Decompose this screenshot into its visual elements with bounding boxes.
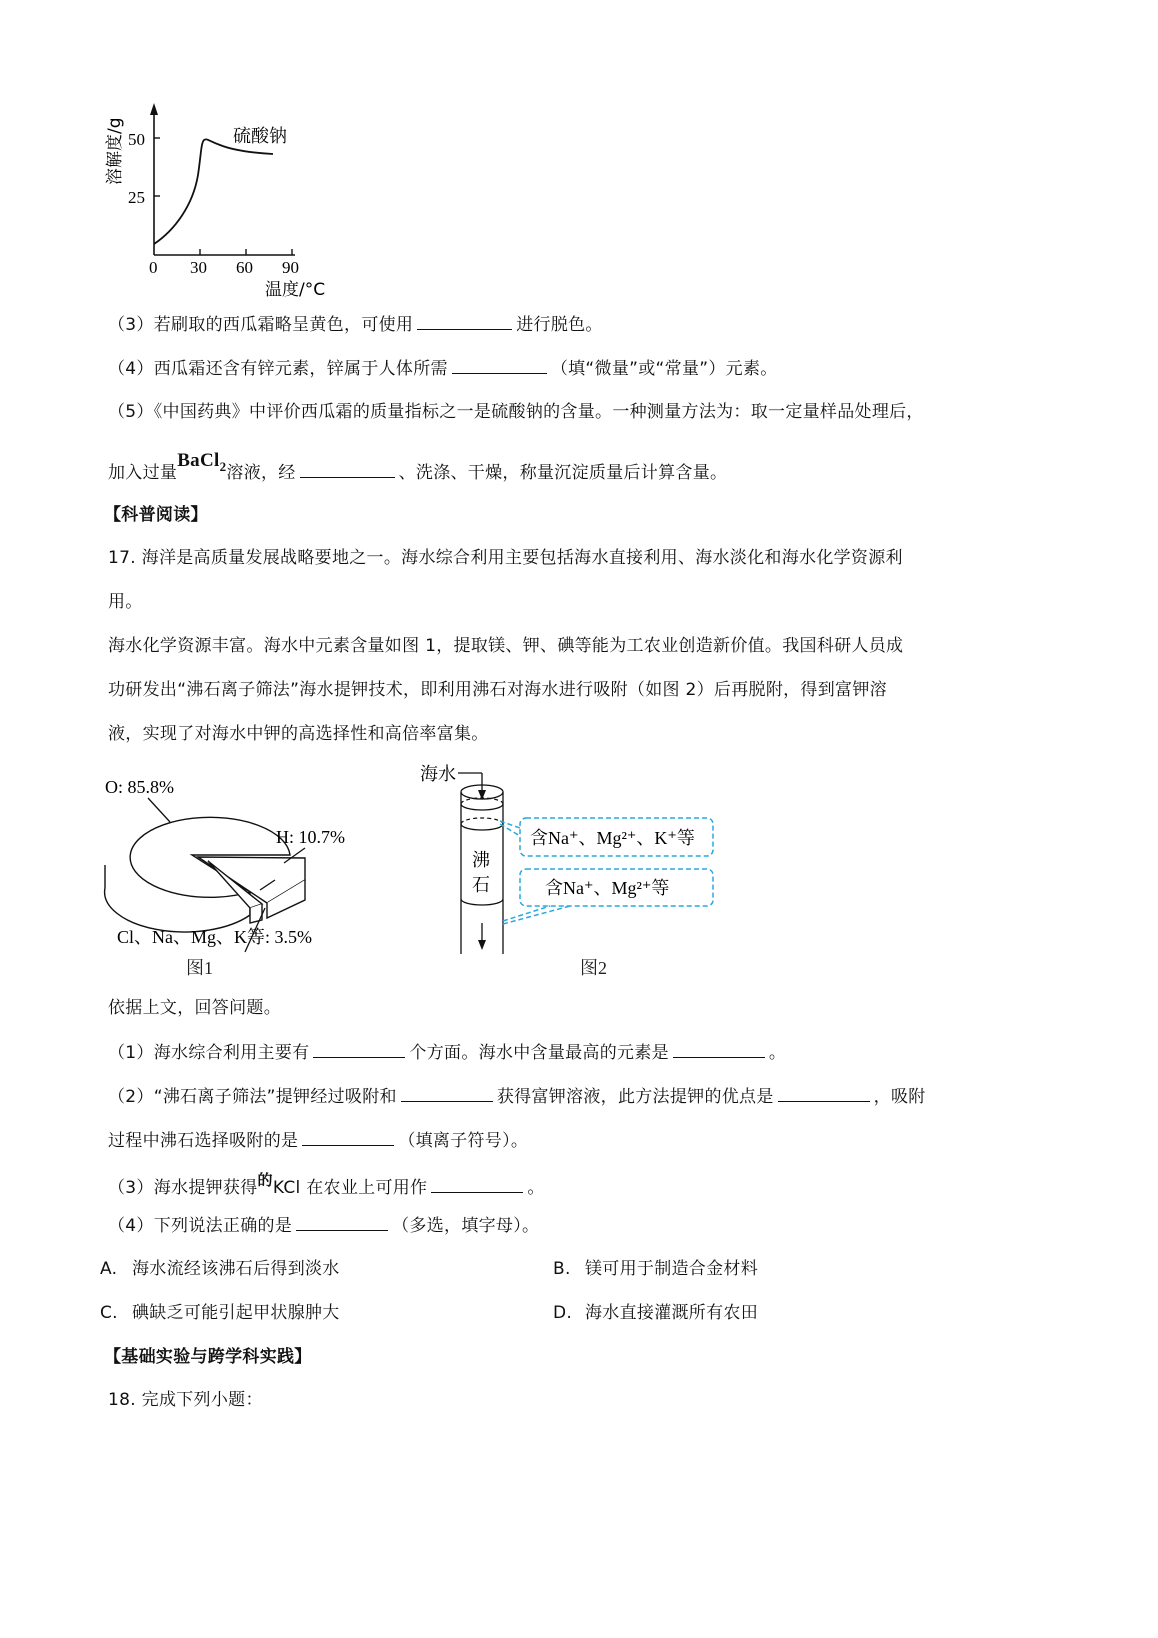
pie-label-o: O: 85.8% [105, 777, 174, 797]
seawater-inlet-label: 海水 [420, 764, 456, 785]
answer-blank-q17-1b[interactable] [673, 1040, 765, 1058]
figure-2-caption: 图2 [580, 958, 607, 978]
x-tick-30: 30 [190, 258, 207, 277]
q17-line3: 海水化学资源丰富。海水中元素含量如图 1，提取镁、钾、碘等能为工农业创造新价值。我国科研人员成 [108, 636, 904, 656]
q16-sub3: （3）若刷取的西瓜霜略呈黄色，可使用 进行脱色。 [108, 312, 603, 337]
q17-sub2-line2: 过程中沸石选择吸附的是 （填离子符号）。 [108, 1128, 528, 1153]
figure-2-zeolite-diagram [420, 756, 730, 956]
option-d[interactable]: D. 海水直接灌溉所有农田 [553, 1303, 758, 1323]
curve-label: 硫酸钠 [233, 126, 287, 147]
y-tick-50: 50 [128, 130, 145, 149]
q16-sub5-line2: 加入过量BaCl$_2$溶液，经 、洗涤、干燥，称量沉淀质量后计算含量。 [108, 450, 728, 483]
section-heading-reading: 【科普阅读】 [104, 505, 208, 525]
answer-blank-q16-4[interactable] [452, 356, 547, 374]
q17-intro: 依据上文，回答问题。 [108, 998, 281, 1018]
answer-blank-q17-2c[interactable] [302, 1128, 394, 1146]
section-heading-experiment: 【基础实验与跨学科实践】 [104, 1347, 312, 1367]
q17-sub1: （1）海水综合利用主要有 个方面。海水中含量最高的元素是 。 [108, 1040, 786, 1065]
callout-box-1: 含Na⁺、Mg²⁺、K⁺等 [530, 828, 695, 848]
figure-1-pie-chart [100, 770, 370, 980]
sodium-sulfate-curve [154, 139, 273, 244]
q17-line4: 功研发出“沸石离子筛法”海水提钾技术，即利用沸石对海水进行吸附（如图 2）后再脱附，得到富钾溶 [108, 680, 887, 700]
q17-sub4: （4）下列说法正确的是 （多选，填字母）。 [108, 1213, 539, 1238]
pie-label-other: Cl、Na、Mg、K等: 3.5% [117, 927, 312, 947]
option-c[interactable]: C. 碘缺乏可能引起甲状腺肿大 [100, 1303, 340, 1323]
zeolite-label-2: 石 [472, 875, 490, 896]
q17-sub2: （2）“沸石离子筛法”提钾经过吸附和 获得富钾溶液，此方法提钾的优点是 ，吸附 [108, 1084, 926, 1109]
x-tick-0: 0 [149, 258, 158, 277]
q17-sub3: （3）海水提钾获得的KCl 在农业上可用作 。 [108, 1171, 545, 1198]
option-b[interactable]: B. 镁可用于制造合金材料 [553, 1259, 758, 1279]
q17-line5: 液，实现了对海水中钾的高选择性和高倍率富集。 [108, 724, 489, 744]
figure-1-caption: 图1 [186, 958, 213, 978]
y-axis-label: 溶解度/g [105, 117, 125, 185]
x-axis-label: 温度/°C [265, 280, 325, 300]
option-a[interactable]: A. 海水流经该沸石后得到淡水 [100, 1259, 340, 1279]
answer-blank-q16-3[interactable] [417, 312, 512, 330]
x-tick-90: 90 [282, 258, 299, 277]
answer-blank-q17-2b[interactable] [778, 1084, 870, 1102]
bacl2-formula: BaCl$_2$ [177, 450, 227, 474]
y-tick-25: 25 [128, 188, 145, 207]
solubility-chart [95, 95, 325, 305]
x-tick-60: 60 [236, 258, 253, 277]
pie-label-h: H: 10.7% [276, 827, 345, 847]
q16-sub5-line1: （5）《中国药典》中评价西瓜霜的质量指标之一是硫酸钠的含量。一种测量方法为：取一定量样品处理后， [108, 402, 924, 422]
answer-blank-q17-4[interactable] [296, 1213, 388, 1231]
answer-blank-q17-3[interactable] [431, 1175, 523, 1193]
q17-line2: 用。 [108, 592, 143, 612]
callout-box-2: 含Na⁺、Mg²⁺等 [545, 878, 670, 898]
answer-blank-q17-2a[interactable] [401, 1084, 493, 1102]
q18-line1: 18. 完成下列小题： [108, 1390, 263, 1410]
zeolite-label-1: 沸 [472, 850, 490, 871]
q17-line1: 17. 海洋是高质量发展战略要地之一。海水综合利用主要包括海水直接利用、海水淡化和海水化学资源利 [108, 548, 903, 568]
answer-blank-q16-5[interactable] [300, 460, 395, 478]
q16-sub4: （4）西瓜霜还含有锌元素，锌属于人体所需 （填“微量”或“常量”）元素。 [108, 356, 778, 381]
answer-blank-q17-1a[interactable] [313, 1040, 405, 1058]
